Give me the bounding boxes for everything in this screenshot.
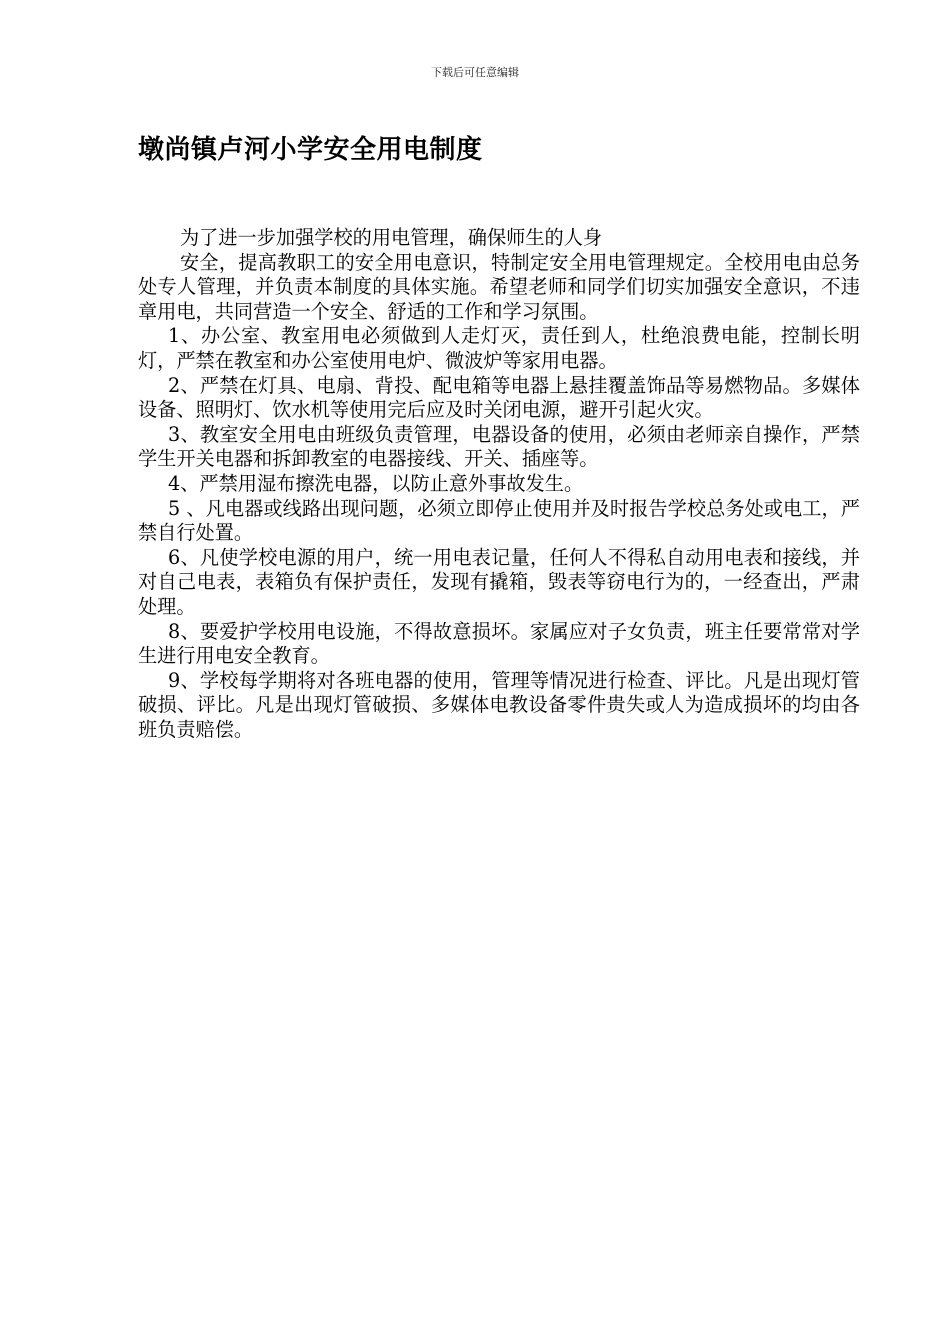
rule-item-6: 6、凡使学校电源的用户，统一用电表记量，任何人不得私自动用电表和接线，并对自己电表，表箱负有保护责任，发现有撬箱，毁表等窃电行为的，一经查出，严肃处理。 xyxy=(138,545,860,618)
intro-paragraph: 安全，提高教职工的安全用电意识，特制定安全用电管理规定。全校用电由总务处专人管理，并负责本制度的具体实施。希望老师和同学们切实加强安全意识，不违章用电，共同营造一个安全、舒适的工作和学习氛围。 xyxy=(138,250,860,323)
header-note: 下载后可任意编辑 xyxy=(431,66,519,79)
document-body xyxy=(138,226,860,742)
intro-paragraph-line1: 为了进一步加强学校的用电管理，确保师生的人身 xyxy=(180,226,603,249)
rule-item-5: 5 、凡电器或线路出现问题，必须立即停止使用并及时报告学校总务处或电工，严禁自行处置。 xyxy=(138,496,860,545)
rule-item-2: 2、严禁在灯具、电扇、背投、配电箱等电器上悬挂覆盖饰品等易燃物品。多媒体设备、照明灯、饮水机等使用完后应及时关闭电源，避开引起火灾。 xyxy=(138,373,860,422)
document-title: 墩尚镇卢河小学安全用电制度 xyxy=(138,135,483,165)
rule-item-1: 1、办公室、教室用电必须做到人走灯灭，责任到人，杜绝浪费电能，控制长明灯，严禁在教室和办公室使用电炉、微波炉等家用电器。 xyxy=(138,324,860,372)
rule-item-9: 9、学校每学期将对各班电器的使用，管理等情况进行检查、评比。凡是出现灯管破损、评比。凡是出现灯管破损、多媒体电教设备零件贵失或人为造成损坏的均由各班负责赔偿。 xyxy=(138,668,860,741)
rule-item-4: 4、严禁用湿布擦洗电器，以防止意外事故发生。 xyxy=(168,471,584,495)
rule-item-8: 8、要爱护学校用电设施，不得故意损坏。家属应对子女负责，班主任要常常对学生进行用电安全教育。 xyxy=(138,619,860,668)
rule-item-3: 3、教室安全用电由班级负责管理，电器设备的使用，必须由老师亲自操作，严禁学生开关电器和拆卸教室的电器接线、开关、插座等。 xyxy=(138,422,860,471)
